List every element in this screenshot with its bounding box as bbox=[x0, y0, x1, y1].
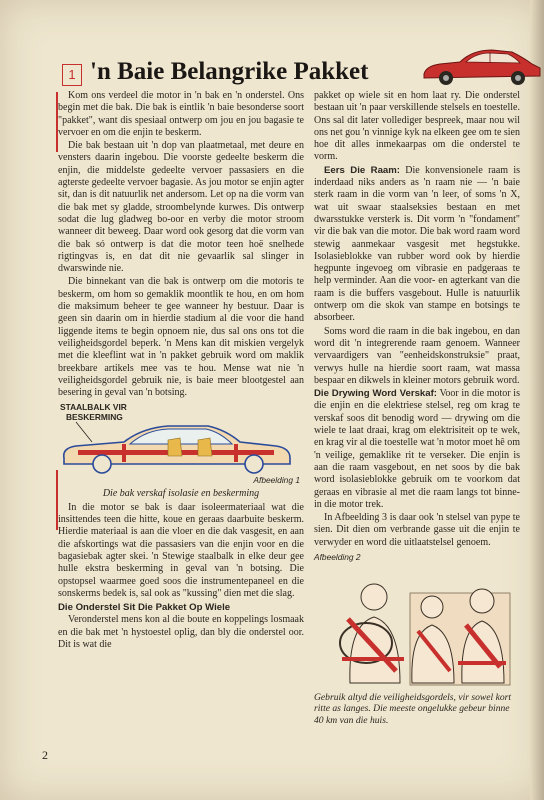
paragraph: pakket op wiele sit en hom laat ry. Die onderstel bestaan uit 'n paar verskillende stelsels en toestelle. Ons sal dit later vollediger bespreek, maar nou wil ons net gou 'n vinnige kyk na elkeen gee om te sien hoe dit alles inmekaarpas om die onderstel te vorm. bbox=[314, 90, 520, 163]
subheading: Die Onderstel Sit Die Pakket Op Wiele bbox=[58, 602, 231, 614]
paragraph: Soms word die raam in die bak ingebou, en dan word dit 'n integrerende raam genoem. Wanneer vervaardigers van "eenheidskonstruksie" praat, verwys hulle na hierdie soort raam, wat massa bespaar en dikwels in kleiner motors gebruik word. bbox=[314, 325, 520, 386]
paragraph: In die motor se bak is daar isoleermateriaal wat die insittendes teen die hitte, koue en geraas daarbuite beskerm. Hierdie materiaal is aan die vloer en die dak vasgesit, en aan die afskortings wat die passasiers van die enjin voor en die bagasiebak agter skei. 'n Stewige staalbalk in elke deur gee hulle ekstra beskerming in geval van 'n botsing. Die opstopsel waarmee goed soos die instrumentepaneel en die sonskerms bedek is, sal ook as "kussing" dien met die slag. bbox=[58, 501, 304, 599]
paragraph: Kom ons verdeel die motor in 'n bak en 'n onderstel. Ons begin met die bak. Die bak is eintlik 'n baie besonderse soort "pakket", want dis spesiaal ontwerp om jou en jou bagasie te vervoer en om die enjin te beskerm. bbox=[58, 90, 304, 138]
paragraph-text: Die konvensionele raam is inderdaad niks anders as 'n raam nie — 'n baie sterk raam in die vorm van 'n leer, of soms 'n X, wat uit swaar staalseksies bestaan en met dwarsstukke versterk is. Dit vorm 'n "fondament" vir die bak van die motor. Die bak word raam word stewig aanmekaar vasgesit met hegstukke. Isolasieblokke van rubber word ook by hierdie hegpunte ingevoeg om vibrasie en padgeraas te help verminder. Aan die voor- en agterkant van die raam is die buffers vasgebout. Hulle is natuurlik ontwerp om die skok van stampe en botsings te absorbeer. bbox=[314, 164, 521, 324]
text-column-left bbox=[58, 90, 304, 652]
figure-1-caption: Die bak verskaf isolasie en beskerming bbox=[102, 488, 260, 500]
page-number: 2 bbox=[42, 748, 48, 762]
figure-2-tag: Afbeelding 2 bbox=[314, 551, 361, 562]
paragraph: In Afbeelding 3 is daar ook 'n stelsel van pype te sien. Dit dien om verbrande gasse uit die enjin te verwyder en word die uitlaatstelsel genoem. bbox=[314, 512, 520, 548]
paragraph-text: Voor in die motor is die enjin en die elektriese stelsel, reg om krag te verskaf soos dit benodig word — drywing om die wiele te laat draai, krag om elektrisiteit op te wek, en krag vir al die toestelle wat 'n motor moet hê om 'n veilige, gemaklike rit te verseker. Die enjin is aan die raam vasgebout, en net soos by die bak word isolasieblokke gebruik om te voorkom dat geraas en vibrasie al met die raam langs tot binne-in die motor trek. bbox=[314, 388, 520, 510]
figure-1 bbox=[58, 402, 304, 488]
paragraph: Veronderstel mens kon al die boute en koppelings losmaak en die bak met 'n hystoestel oplig, dan bly die onderstel oor. Dit is wat die bbox=[58, 614, 304, 650]
text-column-right bbox=[314, 90, 520, 727]
figure-1-label: STAALBALK VIR BESKERMING bbox=[60, 402, 127, 423]
figure-1-tag: Afbeelding 1 bbox=[253, 475, 300, 486]
inline-heading: Eers Die Raam: bbox=[324, 164, 400, 176]
paragraph: Die binnekant van die bak is ontwerp om die motoris te beskerm, om hom so gemaklik moontlik te hou, en om hom die maksimum beheer te gee wanneer hy bestuur. Daar is geen sin daarin om in hierdie stadium al die voor die hand liggende items te begin opnoem nie, dus sal ons ons tot die veiligheidsgordel beperk. 'n Mens kan dit miskien vergelyk met die kleeflint wat in 'n pakket gebruik word om maklik breekbare artikels mee vas te hou. Mense wat nie 'n veiligheidsgordel gebruik nie, is baie meer blootgestel aan besering in geval van 'n botsing. bbox=[58, 276, 304, 399]
figure-2-caption: Gebruik altyd die veiligheidsgordels, vir sowel kort ritte as langes. Die meeste ongelukke gebeur binne 40 km van die huis. bbox=[314, 691, 512, 726]
page-edge bbox=[530, 0, 544, 800]
section-number-badge: 1 bbox=[62, 64, 82, 86]
article-title: 'n Baie Belangrike Pakket bbox=[90, 58, 369, 85]
car-cutaway-drawing bbox=[58, 420, 298, 476]
seatbelt-family-drawing bbox=[314, 563, 514, 687]
inline-heading: Die Drywing Word Verskaf: bbox=[314, 388, 437, 400]
paragraph: Die bak bestaan uit 'n dop van plaatmetaal, met deure en vensters daarin ingebou. Die voorste gedeelte beskerm die enjin, die middelste gedeelte vervoer passasiers en die agterste gedeelte vervoer bagasie. As jou motor se enjin agter sit, dan is dit natuurlik net andersom. Let op na die vorm van die bak met sy gladde, stroombelynde kurwes. Dis ontwerp sodat die lug gladweg bo-oor en verby die motor stroom wanneer dit beweeg. Daar word ook gesorg dat die vorm van die bak só ontwerp is dat die motor teen hoë snelhede rigtingvas is, en dat dit nie gevaarlik sal slinger in dwarswinde nie. bbox=[58, 140, 304, 275]
